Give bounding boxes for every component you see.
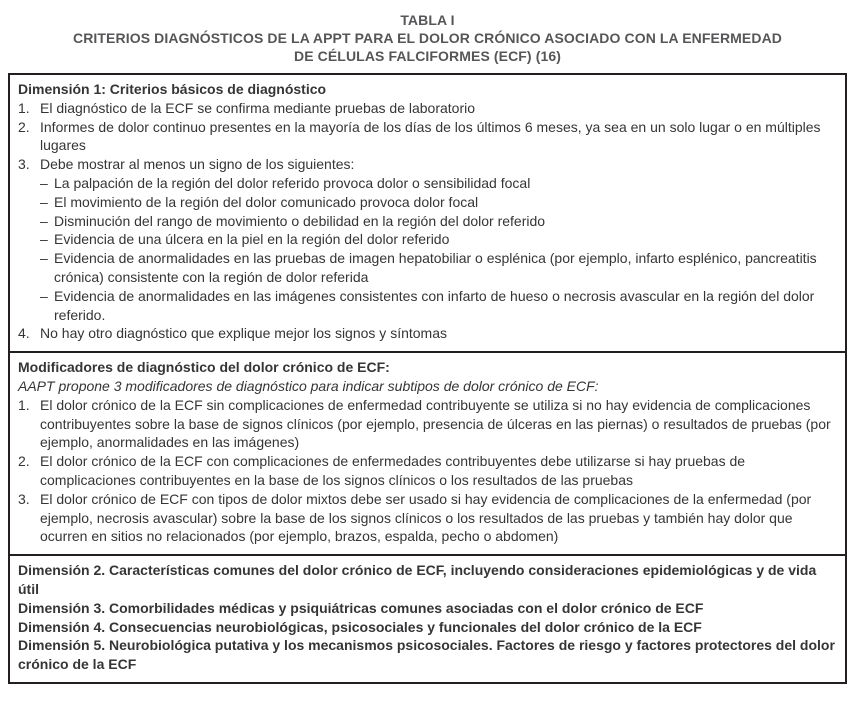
dash-marker: – — [40, 174, 48, 191]
sign-text: Evidencia de anormalidades en las pruebas de imagen hepatobiliar o esplénica (por ejemplo, infarto esplénico, pancreatitis crónica) consistente con la región de dolor referida — [54, 250, 817, 285]
criterion-item — [18, 118, 837, 156]
criterion-number: 4. — [18, 325, 30, 342]
criterion-number: 1. — [18, 99, 30, 116]
dash-marker: – — [40, 193, 48, 210]
dash-marker: – — [40, 287, 48, 304]
criterion-item — [18, 155, 837, 174]
diagnostic-criteria-table — [8, 73, 847, 684]
sign-text: La palpación de la región del dolor referido provoca dolor o sensibilidad focal — [54, 174, 531, 191]
sign-item — [18, 287, 837, 325]
sign-text: El movimiento de la región del dolor comunicado provoca dolor focal — [54, 193, 479, 210]
dash-marker: – — [40, 250, 48, 267]
sign-item — [18, 230, 837, 249]
dash-marker: – — [40, 212, 48, 229]
dimension-line: Dimensión 3. Comorbilidades médicas y psiquiátricas comunes asociadas con el dolor crónico de ECF — [18, 599, 704, 616]
criterion-number: 2. — [18, 118, 30, 135]
dimension-line: Dimensión 5. Neurobiológica putativa y los mecanismos psicosociales. Factores de riesgo y factores protectores del dolor crónico de la ECF — [18, 637, 835, 673]
modifiers-intro: AAPT propone 3 modificadores de diagnóstico para indicar subtipos de dolor crónico de ECF: — [18, 377, 599, 394]
section-dimensions-2-5 — [10, 556, 845, 682]
sign-item — [18, 212, 837, 231]
table-label: TABLA I — [400, 12, 455, 28]
table-caption — [0, 0, 855, 65]
section-dimension-1 — [10, 75, 845, 353]
criterion-text: No hay otro diagnóstico que explique mejor los signos y síntomas — [40, 325, 447, 342]
sign-item — [18, 174, 837, 193]
criterion-text: Informes de dolor continuo presentes en la mayoría de los días de los últimos 6 meses, ya sea en un solo lugar o en múltiples lugares — [40, 118, 821, 154]
modifier-item — [18, 490, 837, 546]
criterion-item — [18, 99, 837, 118]
modifier-item — [18, 452, 837, 490]
sign-text: Disminución del rango de movimiento o debilidad en la región del dolor referido — [54, 212, 546, 229]
criterion-number: 3. — [18, 156, 30, 173]
criterion-number: 1. — [18, 396, 30, 413]
criterion-number: 3. — [18, 490, 30, 507]
criterion-item — [18, 324, 837, 343]
sign-text: Evidencia de anormalidades en las imágenes consistentes con infarto de hueso o necrosis avascular en la región del dolor referido. — [54, 287, 815, 323]
modifier-item — [18, 396, 837, 452]
criterion-text: El diagnóstico de la ECF se confirma mediante pruebas de laboratorio — [40, 99, 476, 116]
dash-marker: – — [40, 231, 48, 248]
criterion-number: 2. — [18, 453, 30, 470]
criterion-text: El dolor crónico de ECF con tipos de dolor mixtos debe ser usado si hay evidencia de complicaciones de la enfermedad (por ejemplo, necrosis avascular) sobre la base de los signos clínicos o los resultados de las pruebas y también hay dolor que ocurren en sitios no relacionados (por ejemplo, brazos, espalda, pecho o abdomen) — [40, 490, 812, 545]
section-heading: Modificadores de diagnóstico del dolor crónico de ECF: — [18, 359, 390, 376]
dimension-line: Dimensión 2. Características comunes del dolor crónico de ECF, incluyendo consideraciones epidemiológicas y de vida útil — [18, 562, 817, 597]
sign-item — [18, 193, 837, 212]
section-heading: Dimensión 1: Criterios básicos de diagnóstico — [18, 81, 327, 97]
sign-item — [18, 249, 837, 287]
criterion-text: Debe mostrar al menos un signo de los siguientes: — [40, 156, 355, 173]
section-modifiers — [10, 353, 845, 556]
criterion-text: El dolor crónico de la ECF sin complicaciones de enfermedad contribuyente se utiliza si no hay evidencia de complicaciones contribuyentes sobre la base de signos clínicos (por ejemplo, presencia de úlceras en las piernas) o resultados de pruebas (por ejemplo, anormalidades en las imágenes) — [40, 396, 831, 451]
dimension-line: Dimensión 4. Consecuencias neurobiológicas, psicosociales y funcionales del dolor crónico de la ECF — [18, 618, 702, 635]
table-caption-line-1: CRITERIOS DIAGNÓSTICOS DE LA APPT PARA EL DOLOR CRÓNICO ASOCIADO CON LA ENFERMEDAD — [73, 30, 782, 46]
table-caption-line-2: DE CÉLULAS FALCIFORMES (ECF) (16) — [294, 48, 561, 64]
sign-text: Evidencia de una úlcera en la piel en la región del dolor referido — [54, 231, 450, 248]
criterion-text: El dolor crónico de la ECF con complicaciones de enfermedades contribuyentes debe utilizarse si hay pruebas de complicaciones contribuyentes en la base de los signos clínicos o los resultados de las pruebas — [40, 453, 746, 488]
